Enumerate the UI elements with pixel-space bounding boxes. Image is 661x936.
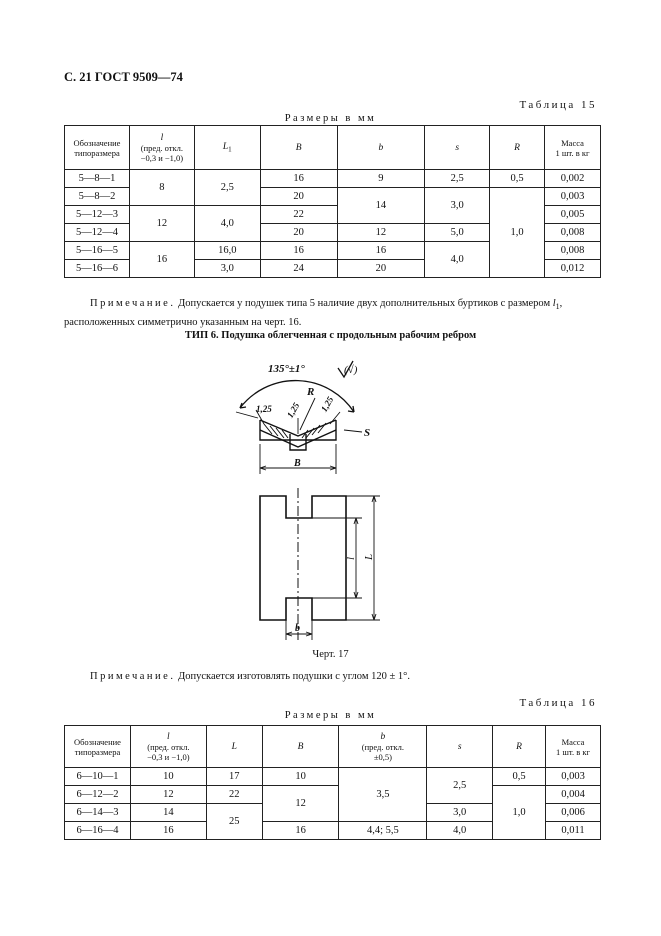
B-label: B	[294, 458, 301, 469]
table-row: 6—12—2 12 22 12 1,0 0,004	[65, 786, 601, 804]
table-row: 6—14—3 14 25 3,0 0,006	[65, 804, 601, 822]
table15-caption: Таблица 15	[519, 99, 597, 111]
table-row: 6—16—4 16 16 4,4; 5,5 4,0 0,011	[65, 822, 601, 840]
b-label: b	[295, 623, 300, 634]
dim-125-right: 1,25	[318, 394, 336, 414]
page-header: С. 21 ГОСТ 9509—74	[64, 70, 183, 84]
table-row: 5—8—2 20 14 3,0 1,0 0,003	[65, 188, 601, 206]
col-header-mass: Масса 1 шт. в кг	[546, 726, 601, 768]
col-header-designation: Обозначение типоразмера	[65, 726, 131, 768]
l-label: l	[345, 556, 357, 560]
col-header-b: b	[337, 126, 425, 170]
table-16	[64, 725, 601, 840]
col-header-s: s	[427, 726, 493, 768]
angle-label: 135°±1°	[268, 363, 305, 375]
drawing-caption: Черт. 17	[312, 649, 349, 660]
col-header-B: B	[260, 126, 337, 170]
col-header-B: B	[262, 726, 339, 768]
note-1: Примечание. Допускается у подушек типа 5 наличие двух дополнительных буртиков с размером $l_1$, расположенных симметрично указанным на черт. 16.	[64, 298, 563, 329]
col-header-s: s	[425, 126, 490, 170]
dim-125-left: 1,25	[256, 404, 272, 414]
col-header-mass: Масса 1 шт. в кг	[545, 126, 601, 170]
s-label: S	[364, 427, 371, 439]
col-header-b: b (пред. откл. ±0,5)	[339, 726, 427, 768]
table16-units: Размеры в мм	[284, 710, 377, 721]
col-header-L1: $L_1$	[194, 126, 260, 170]
roughness-label: (√)	[344, 364, 358, 376]
col-header-l: l (пред. откл. −0,3 и −1,0)	[130, 726, 206, 768]
table-row: 5—8—1 8 2,5 16 9 2,5 0,5 0,002	[65, 170, 601, 188]
radius-label: R	[307, 386, 315, 398]
type6-title: ТИП 6. Подушка облегченная с продольным рабочим ребром	[184, 330, 477, 341]
table15-units: Размеры в мм	[284, 113, 377, 124]
table-row: 5—16—5 16 16,0 16 16 4,0 0,008	[65, 242, 601, 260]
col-header-R: R	[490, 126, 545, 170]
col-header-R: R	[493, 726, 546, 768]
col-header-l: l (пред. откл. −0,3 и −1,0)	[129, 126, 194, 170]
table-row: 5—16—6 3,0 24 20 0,012	[65, 260, 601, 278]
dim-125-mid: 1,25	[284, 400, 302, 420]
plan-outline	[260, 496, 346, 620]
table-row: 5—12—3 12 4,0 22 0,005	[65, 206, 601, 224]
L-label: L	[363, 553, 375, 560]
table16-caption: Таблица 16	[519, 697, 597, 709]
col-header-designation: Обозначение типоразмера	[65, 126, 130, 170]
table-row: 5—12—4 20 12 5,0 0,008	[65, 224, 601, 242]
note-2: Примечание. Допускается изготовлять подушки с углом 120 ± 1°.	[90, 671, 410, 682]
table-row: 6—10—1 10 17 10 3,5 2,5 0,5 0,003	[65, 768, 601, 786]
col-header-L: L	[206, 726, 262, 768]
